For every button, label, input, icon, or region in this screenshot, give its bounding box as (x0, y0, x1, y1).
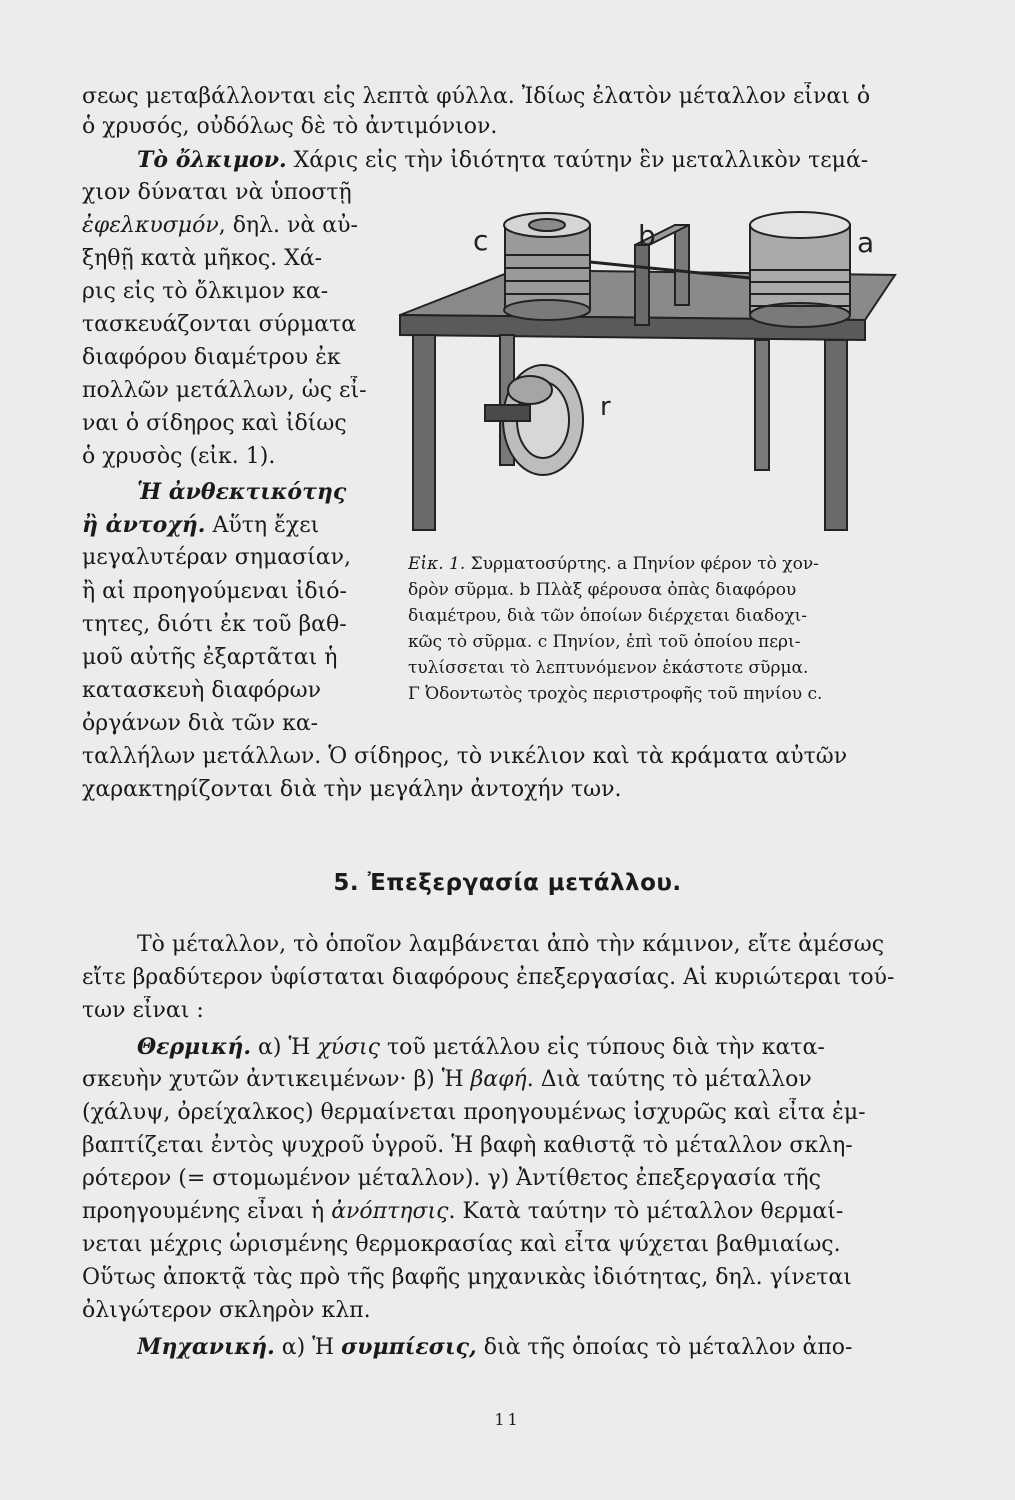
text-span: ὀργάνων διὰ τῶν κα- (82, 711, 319, 736)
text-span: τασκευάζονται σύρματα (82, 312, 357, 337)
text-span: διαμέτρου, διὰ τῶν ὁποίων διέρχεται διαδοχι- (408, 606, 808, 626)
figure-caption-line (408, 682, 900, 706)
term-compression: συμπίεσις, (341, 1334, 477, 1360)
text-span: κατασκευὴ διαφόρων (82, 678, 321, 703)
text-line (82, 112, 894, 142)
text-span: μοῦ αὐτῆς ἐξαρτᾶται ἡ (82, 645, 338, 670)
text-span: χαρακτηρίζονται διὰ τὴν μεγάλην ἀντοχήν των. (82, 777, 622, 802)
text-line (82, 277, 377, 307)
figure-caption-line (408, 578, 900, 602)
text-span: α) Ἡ (274, 1335, 342, 1360)
text-line (137, 1332, 894, 1363)
text-line (82, 178, 377, 208)
text-line (82, 996, 894, 1026)
figure-label-c: c (473, 224, 489, 257)
text-span: σκευὴν χυτῶν ἀντικειμένων· β) Ἡ (82, 1067, 471, 1092)
term-strength: ἢ ἀντοχή. (82, 512, 206, 538)
text-line (82, 643, 377, 673)
spool-c-icon (504, 213, 590, 320)
figure-label: Εἰκ. 1. (408, 554, 466, 574)
text-span: διαφόρου διαμέτρου ἐκ (82, 345, 341, 370)
text-span: βαπτίζεται ἐντὸς ψυχροῦ ὑγροῦ. Ἡ βαφὴ καθιστᾷ τὸ μέταλλον σκλη- (82, 1133, 853, 1158)
text-line (82, 1164, 894, 1194)
text-line (82, 709, 377, 739)
section-heading: 5. Ἐπεξεργασία μετάλλου. (333, 870, 682, 896)
text-line (82, 310, 377, 340)
figure-caption-line (408, 630, 900, 654)
term-mechanical: Μηχανική. (137, 1334, 275, 1360)
text-line (82, 1230, 894, 1260)
text-span: Αὕτη ἔχει (205, 513, 320, 538)
text-line (82, 244, 377, 274)
text-span: κῶς τὸ σῦρμα. c Πηνίον, ἐπὶ τοῦ ὁποίου περι- (408, 632, 801, 652)
text-span: τοῦ μετάλλου εἰς τύπους διὰ τὴν κατα- (379, 1035, 825, 1060)
text-span: α) Ἡ (251, 1035, 318, 1060)
text-span: χιον δύναται νὰ ὑποστῇ (82, 180, 352, 205)
text-span: , δηλ. νὰ αὐ- (218, 213, 358, 238)
term-annealing: ἀνόπτησις (331, 1199, 449, 1224)
text-span: προηγουμένης εἶναι ἡ (82, 1199, 332, 1224)
text-span: διὰ τῆς ὁποίας τὸ μέταλλον ἀπο- (476, 1335, 853, 1360)
term-thermal: Θερμική. (137, 1034, 252, 1060)
text-span: Ἡ ἀνθεκτικότης (137, 479, 347, 505)
text-span: δρὸν σῦρμα. b Πλὰξ φέρουσα ὀπὰς διαφόρου (408, 580, 797, 600)
text-span: Τὸ μέταλλον, τὸ ὁποῖον λαμβάνεται ἀπὸ τὴν κάμινον, εἴτε ἀμέσως (137, 932, 885, 957)
text-span: ὁ χρυσός, οὐδόλως δὲ τὸ ἀντιμόνιον. (82, 114, 498, 139)
text-span: ἢ αἱ προηγούμεναι ἰδιό- (82, 579, 347, 604)
term-resistance (137, 477, 377, 507)
text-line (82, 1263, 894, 1293)
text-span: μεγαλυτέραν σημασίαν, (82, 545, 351, 570)
text-span: τυλίσσεται τὸ λεπτυνόμενον ἑκάστοτε σῦρμα. (408, 658, 809, 678)
text-line (82, 610, 377, 640)
text-span: ρότερον (= στομωμένον μέταλλον). γ) Ἀντίθετος ἐπεξεργασία τῆς (82, 1166, 821, 1191)
text-line (82, 211, 377, 241)
page-number: 11 (494, 1410, 521, 1429)
term-casting: χύσις (317, 1035, 380, 1060)
spool-a-icon (750, 212, 850, 327)
figure-label-r: r (600, 392, 611, 422)
text-line (137, 1032, 894, 1063)
figure-label-a: a (857, 226, 875, 259)
text-line (82, 1197, 894, 1227)
text-span: τητες, διότι ἐκ τοῦ βαθ- (82, 612, 347, 637)
text-line (82, 543, 377, 573)
text-span: των εἶναι : (82, 998, 204, 1023)
text-span: Γ Ὀδοντωτὸς τροχὸς περιστροφῆς τοῦ πηνίου c. (408, 684, 823, 704)
text-line (82, 775, 894, 805)
text-line (82, 1065, 894, 1095)
text-span: ξηθῇ κατὰ μῆκος. Χά- (82, 246, 323, 271)
text-line (82, 1131, 894, 1161)
text-span: ταλλήλων μετάλλων. Ὁ σίδηρος, τὸ νικέλιον καὶ τὰ κράματα αὐτῶν (82, 744, 848, 769)
text-span: . Κατὰ ταύτην τὸ μέταλλον θερμαί- (448, 1199, 844, 1224)
text-line (137, 930, 894, 960)
text-line (82, 409, 377, 439)
text-line (82, 442, 377, 472)
text-span: σεως μεταβάλλονται εἰς λεπτὰ φύλλα. Ἰδίως ἐλατὸν μέταλλον εἶναι ὁ (82, 84, 871, 109)
text-span: ὁ χρυσὸς (εἰκ. 1). (82, 444, 276, 469)
text-line (82, 82, 894, 112)
text-line (82, 676, 377, 706)
text-line (82, 1296, 894, 1326)
text-span: Οὕτως ἀποκτᾷ τὰς πρὸ τῆς βαφῆς μηχανικὰς ἰδιότητας, δηλ. γίνεται (82, 1265, 852, 1290)
text-span: Συρματοσύρτης. a Πηνίον φέρον τὸ χον- (465, 554, 819, 574)
term-ductility: Τὸ ὄλκιμον. (137, 147, 287, 173)
text-line (82, 376, 377, 406)
text-span: πολλῶν μετάλλων, ὡς εἶ- (82, 378, 367, 403)
text-span: ὀλιγώτερον σκληρὸν κλπ. (82, 1298, 371, 1323)
text-line (82, 577, 377, 607)
text-line (82, 1098, 894, 1128)
text-span: εἴτε βραδύτερον ὑφίσταται διαφόρους ἐπεξεργασίας. Αἱ κυριώτεραι τού- (82, 965, 894, 990)
figure-label-b: b (638, 219, 656, 252)
figure-caption-line (408, 604, 900, 628)
term-quenching: βαφή (470, 1067, 527, 1092)
figure-caption-line (408, 552, 900, 576)
text-span: Χάρις εἰς τὴν ἰδιότητα ταύτην ἓν μεταλλικὸν τεμά- (286, 148, 869, 173)
text-line (82, 742, 894, 772)
text-span: νεται μέχρις ὡρισμένης θερμοκρασίας καὶ εἶτα ψύχεται βαθμιαίως. (82, 1232, 841, 1257)
text-span: ναι ὁ σίδηρος καὶ ἰδίως (82, 411, 347, 436)
text-span: . Διὰ ταύτης τὸ μέταλλον (526, 1067, 812, 1092)
term-stretching: ἐφελκυσμόν (82, 213, 219, 238)
figure-caption-line (408, 656, 900, 680)
text-line (82, 963, 894, 993)
text-line (137, 145, 894, 176)
text-line (82, 510, 377, 541)
wire-drawing-machine-figure (395, 200, 905, 545)
text-line (82, 343, 377, 373)
text-span: (χάλυψ, ὀρείχαλκος) θερμαίνεται προηγουμένως ἰσχυρῶς καὶ εἶτα ἐμ- (82, 1100, 866, 1125)
text-span: ρις εἰς τὸ ὄλκιμον κα- (82, 279, 329, 304)
